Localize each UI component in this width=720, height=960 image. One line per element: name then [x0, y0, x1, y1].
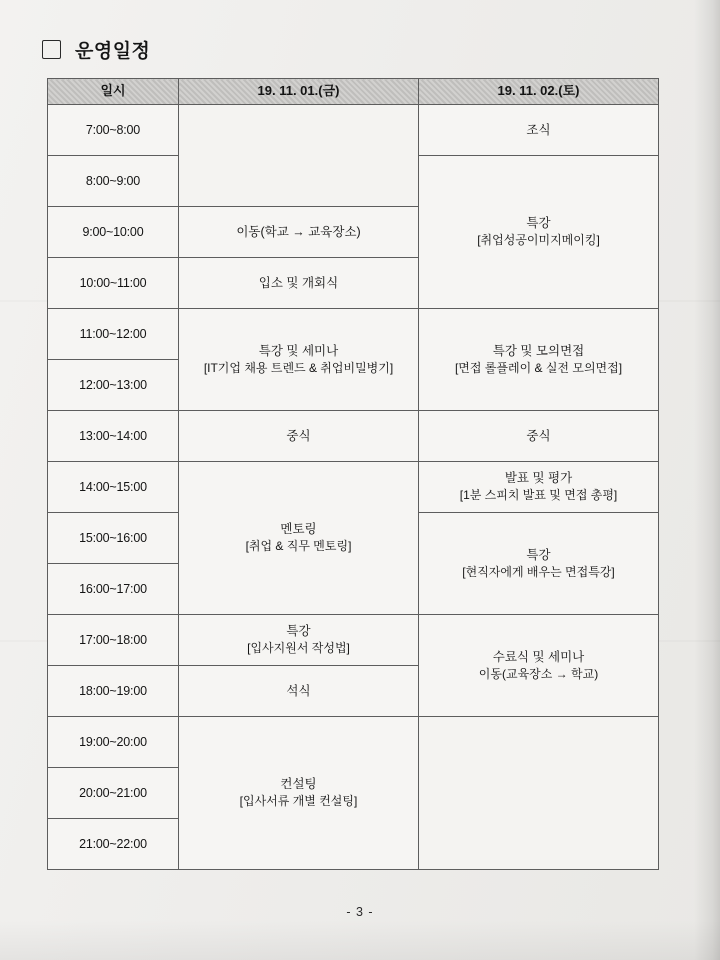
time-label: 19:00~20:00: [48, 717, 179, 768]
time-label: 18:00~19:00: [48, 666, 179, 717]
column-header-day1: 19. 11. 01.(금): [179, 79, 419, 105]
table-row: [48, 717, 659, 768]
schedule-cell-day2: [419, 105, 659, 156]
cell-main-text: 특강 및 모의면접: [492, 343, 585, 358]
cell-sub-text: [현직자에게 배우는 면접특강]: [462, 564, 615, 579]
schedule-cell-day2: [419, 411, 659, 462]
empty-checkbox-icon: [42, 40, 61, 59]
time-label: 11:00~12:00: [48, 309, 179, 360]
time-label: 9:00~10:00: [48, 207, 179, 258]
table-row: [48, 105, 659, 156]
column-header-day2: 19. 11. 02.(토): [419, 79, 659, 105]
cell-main-text: 발표 및 평가: [504, 471, 573, 486]
time-label: 15:00~16:00: [48, 513, 179, 564]
cell-main-text: 특강 및 세미나: [258, 343, 339, 358]
cell-main-text: 중식: [526, 428, 551, 443]
time-label: 12:00~13:00: [48, 360, 179, 411]
schedule-cell-day1: [179, 717, 419, 870]
cell-main-text: 입소 및 개회식: [258, 275, 339, 290]
time-label: 10:00~11:00: [48, 258, 179, 309]
cell-sub-text: [IT기업 채용 트렌드 & 취업비밀병기]: [203, 360, 394, 375]
time-label: 17:00~18:00: [48, 615, 179, 666]
schedule-cell-day1: [179, 258, 419, 309]
table-row: [48, 309, 659, 360]
column-header-time: 일시: [48, 79, 179, 105]
cell-main-text: 중식: [286, 428, 311, 443]
cell-main-text: 석식: [286, 683, 311, 698]
page-bottom-shadow: [0, 920, 720, 960]
cell-main-text: 수료식 및 세미나: [492, 649, 585, 664]
schedule-cell-day1: [179, 411, 419, 462]
schedule-cell-day1-blank: [179, 105, 419, 207]
cell-main-text: 특강: [526, 216, 551, 231]
schedule-cell-day1: [179, 309, 419, 411]
page-edge-shadow: [694, 0, 720, 960]
schedule-cell-day1: [179, 462, 419, 615]
cell-main-text: 멘토링: [280, 522, 317, 537]
schedule-table: [47, 78, 659, 870]
table-row: [48, 462, 659, 513]
time-label: 8:00~9:00: [48, 156, 179, 207]
table-row: [48, 411, 659, 462]
cell-sub-text: [입사지원서 작성법]: [247, 641, 350, 656]
time-label: 7:00~8:00: [48, 105, 179, 156]
table-header-row: [48, 79, 659, 105]
time-label: 14:00~15:00: [48, 462, 179, 513]
schedule-cell-day1: [179, 207, 419, 258]
schedule-cell-day2: [419, 156, 659, 309]
schedule-cell-day2-blank: [419, 717, 659, 870]
schedule-cell-day2: [419, 462, 659, 513]
cell-sub-text: [취업 & 직무 멘토링]: [245, 539, 352, 554]
cell-main-text: 컨설팅: [280, 777, 317, 792]
section-heading: [42, 36, 150, 63]
schedule-cell-day2: [419, 513, 659, 615]
time-label: 13:00~14:00: [48, 411, 179, 462]
schedule-cell-day1: [179, 615, 419, 666]
table-row: [48, 615, 659, 666]
page-number: - 3 -: [346, 905, 374, 919]
schedule-cell-day2: [419, 309, 659, 411]
schedule-cell-day1: [179, 666, 419, 717]
cell-sub-text: [1분 스피치 발표 및 면접 총평]: [459, 488, 618, 503]
page-title: 운영일정: [75, 41, 151, 62]
cell-main-text: 특강: [286, 624, 311, 639]
cell-main-text: 이동(학교 → 교육장소): [236, 224, 361, 239]
time-label: 21:00~22:00: [48, 819, 179, 870]
time-label: 16:00~17:00: [48, 564, 179, 615]
cell-sub-text: [취업성공이미지메이킹]: [477, 233, 600, 248]
cell-sub-text: [면접 롤플레이 & 실전 모의면접]: [454, 360, 623, 375]
schedule-cell-day2: [419, 615, 659, 717]
cell-main-text: 특강: [526, 547, 551, 562]
time-label: 20:00~21:00: [48, 768, 179, 819]
cell-main-text: 조식: [526, 122, 551, 137]
cell-sub-text: [입사서류 개별 컨설팅]: [239, 794, 358, 809]
cell-sub-text: 이동(교육장소 → 학교): [478, 666, 599, 681]
schedule-table-container: [47, 78, 658, 870]
